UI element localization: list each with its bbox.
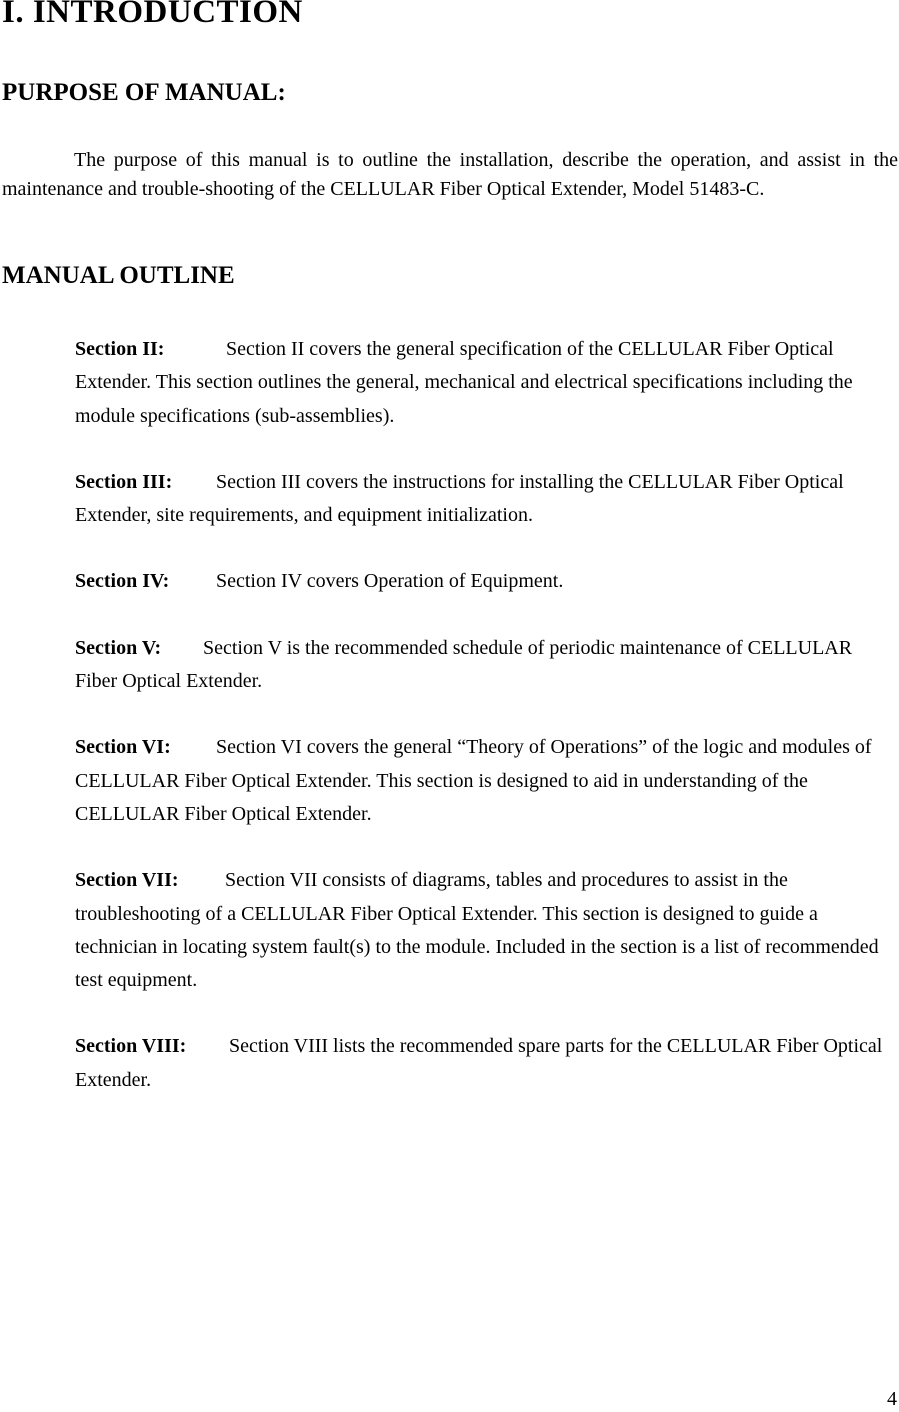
section-label: Section II: xyxy=(75,338,165,360)
outline-item-section-vii xyxy=(75,864,895,997)
page-number: 4 xyxy=(887,1388,897,1410)
section-label: Section VI: xyxy=(75,736,171,759)
purpose-heading: PURPOSE OF MANUAL: xyxy=(2,79,286,106)
section-label: Section V: xyxy=(75,636,162,659)
outline-item-section-iii xyxy=(75,466,895,533)
section-description: Section III covers the instructions for installing the CELLULAR Fiber Optical Extender, site requirements, and equipment initialization. xyxy=(75,470,844,527)
outline-item-section-iv xyxy=(75,565,895,598)
outline-item-section-viii xyxy=(75,1030,895,1097)
outline-item-section-vi xyxy=(75,731,895,831)
section-description: Section VII consists of diagrams, tables and procedures to assist in the troubleshooting of a CELLULAR Fiber Optical Extender. This section is designed to guide a technician in locating system fault(s) to the module. Included in the section is a list of recommended test equipment. xyxy=(75,869,879,992)
section-label: Section VIII: xyxy=(75,1035,187,1058)
outline-item-section-v xyxy=(75,632,895,699)
section-description: Section V is the recommended schedule of periodic maintenance of CELLULAR Fiber Optical Extender. xyxy=(75,636,853,693)
section-description: Section II covers the general specification of the CELLULAR Fiber Optical Extender. This section outlines the general, mechanical and electrical specifications including the module specifications (sub-assemblies). xyxy=(75,338,853,427)
section-description: Section VIII lists the recommended spare parts for the CELLULAR Fiber Optical Extender. xyxy=(75,1035,883,1091)
outline-item-section-ii xyxy=(75,333,895,433)
section-label: Section VII: xyxy=(75,869,179,892)
chapter-title: I. INTRODUCTION xyxy=(2,0,303,30)
section-label: Section IV: xyxy=(75,570,170,593)
section-label: Section III: xyxy=(75,470,173,493)
section-description: Section VI covers the general “Theory of Operations” of the logic and modules of CELLULAR Fiber Optical Extender. This section is designed to aid in understanding of the CELLULAR Fiber Optical Extender. xyxy=(75,736,872,825)
section-description: Section IV covers Operation of Equipment. xyxy=(216,570,564,593)
purpose-paragraph: The purpose of this manual is to outline the installation, describe the operation, and assist in the maintenance and trouble-shooting of the CELLULAR Fiber Optical Extender, Model 51483-C. xyxy=(2,149,898,200)
manual-outline-heading: MANUAL OUTLINE xyxy=(2,262,235,289)
manual-outline-list xyxy=(75,333,895,1130)
